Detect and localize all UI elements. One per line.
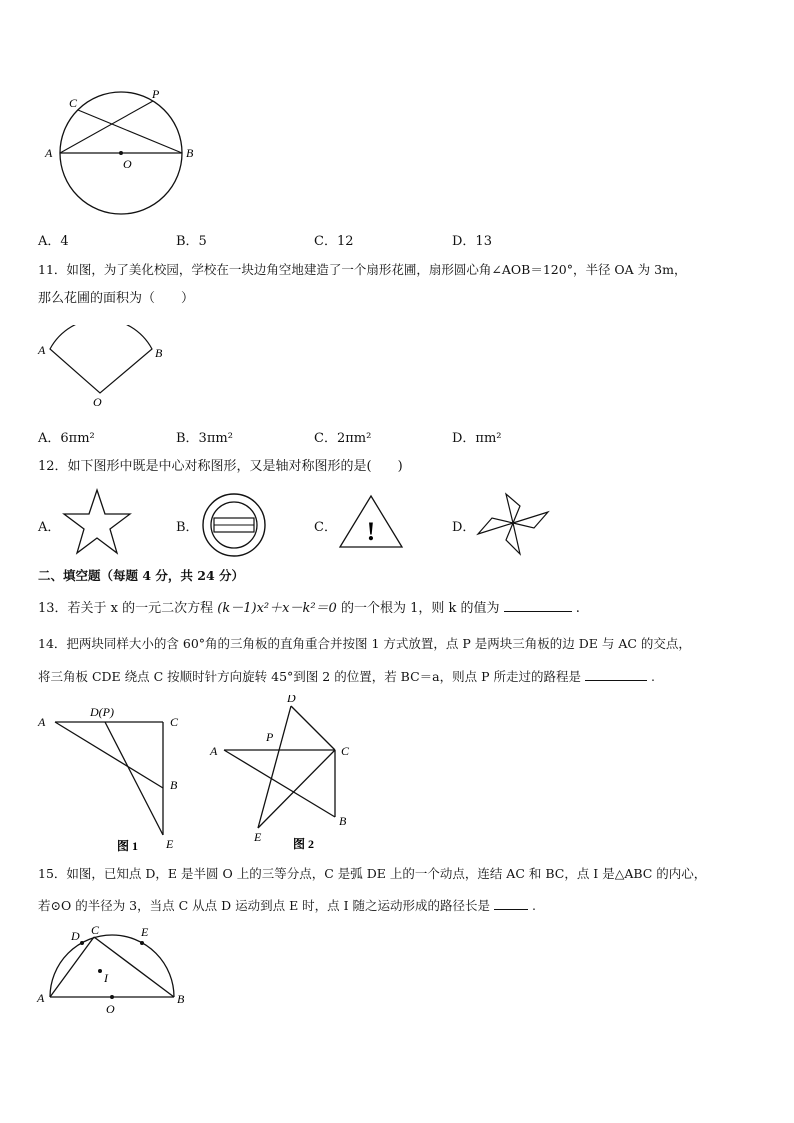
q15-label-i: I: [104, 971, 108, 985]
q10-label-o: O: [123, 157, 132, 171]
fig1-label-a: A: [38, 715, 46, 729]
q11-sector: [50, 325, 152, 393]
q11-sector-figure: [34, 325, 174, 410]
q14-line2-end: .: [650, 669, 655, 684]
q12-option-c-letter: C．: [314, 520, 337, 535]
q12-option-d-letter: D．: [452, 520, 476, 535]
q11-text-line2: 那么花圃的面积为（ ）: [38, 291, 195, 306]
pinwheel-icon: [476, 490, 550, 556]
q11-option-c: C．2πm²: [314, 431, 372, 446]
q10-option-b: B．5: [176, 234, 207, 249]
q15-label-d: D: [71, 929, 80, 943]
q11-label-b: B: [155, 346, 163, 360]
q10-option-d: D．13: [452, 234, 492, 249]
q15-label-c: C: [91, 923, 100, 937]
q15-text-line2: [38, 897, 536, 914]
q13-text: [38, 599, 580, 617]
q10-center-dot: [119, 151, 123, 155]
q13-suffix: 的一个根为 1，则 k 的值为: [340, 601, 500, 616]
no-entry-sign-icon: [201, 492, 267, 558]
q12-option-b-letter: B．: [176, 520, 199, 535]
q13-answer-blank[interactable]: [504, 599, 572, 612]
q15-answer-blank[interactable]: [494, 897, 528, 910]
q13-end: .: [575, 601, 580, 616]
fig2-label-e: E: [254, 830, 262, 844]
q10-label-b: B: [186, 146, 194, 160]
fig1-label-dp: D(P): [90, 705, 114, 719]
q10-chord-cb: [78, 110, 182, 153]
q11-option-b: B．3πm²: [176, 431, 233, 446]
star-icon: [62, 487, 132, 555]
q10-label-p: P: [152, 87, 160, 101]
q10-circle-figure: [40, 85, 210, 220]
q12-option-a-letter: A．: [38, 520, 61, 535]
section2-heading: 二、填空题（每题 4 分，共 24 分）: [38, 568, 245, 583]
fig2-label-a: A: [210, 744, 218, 758]
q15-label-a: A: [37, 991, 45, 1005]
fig2-label-c: C: [341, 744, 350, 758]
fig1-label-c: C: [170, 715, 179, 729]
fig1-caption: 图 1: [117, 839, 139, 853]
q15-label-o: O: [106, 1002, 115, 1016]
fig2-caption: 图 2: [293, 837, 315, 851]
q15-label-b: B: [177, 992, 185, 1006]
q15-line2-end: .: [532, 898, 537, 913]
q10-option-a: A．4: [38, 234, 69, 249]
q11-text-line1: 11．如图，为了美化校园，学校在一块边角空地建造了一个扇形花圃，扇形圆心角∠AOB＝120°，半径 OA 为 3m，: [38, 262, 687, 277]
warning-exclamation: !: [366, 517, 376, 546]
q11-option-a: A．6πm²: [38, 431, 95, 446]
q10-label-a: A: [45, 146, 53, 160]
warning-triangle-icon: [338, 494, 404, 550]
q13-equation: (k－1)x²＋x－k²＝0: [217, 601, 337, 616]
q14-figure-1: [34, 700, 194, 860]
q15-line2-text: 若⊙O 的半径为 3，当点 C 从点 D 运动到点 E 时，点 I 随之运动形成的路径长是: [38, 898, 491, 913]
q15-label-e: E: [141, 925, 149, 939]
q15-text-line1: 15．如图，已知点 D，E 是半圆 O 上的三等分点，C 是弧 DE 上的一个动点，连结 AC 和 BC，点 I 是△ABC 的内心，: [38, 866, 707, 881]
q14-text-line2: [38, 668, 655, 685]
q14-figure-2: [205, 695, 365, 855]
q13-prefix: 13．若关于 x 的一元二次方程: [38, 601, 214, 616]
q10-label-c: C: [69, 96, 78, 110]
fig2-label-p: P: [266, 730, 274, 744]
q14-line2-text: 将三角板 CDE 绕点 C 按顺时针方向旋转 45°到图 2 的位置，若 BC＝a，则点 P 所走过的路程是: [38, 669, 581, 684]
q14-text-line1: 14．把两块同样大小的含 60°角的三角板的直角重合并按图 1 方式放置，点 P 是两块三角板的边 DE 与 AC 的交点，: [38, 636, 691, 651]
fig2-label-d: D: [287, 695, 296, 705]
fig1-label-b: B: [170, 778, 178, 792]
q11-label-a: A: [38, 343, 46, 357]
q14-answer-blank[interactable]: [585, 668, 647, 681]
fig2-label-b: B: [339, 814, 347, 828]
q12-text: 12．如下图形中既是中心对称图形，又是轴对称图形的是( ): [38, 459, 403, 474]
q11-option-d: D．πm²: [452, 431, 502, 446]
q10-option-c: C．12: [314, 234, 354, 249]
q15-semicircle-figure: [34, 920, 194, 1018]
fig1-label-e: E: [166, 837, 174, 851]
q11-label-o: O: [93, 395, 102, 409]
